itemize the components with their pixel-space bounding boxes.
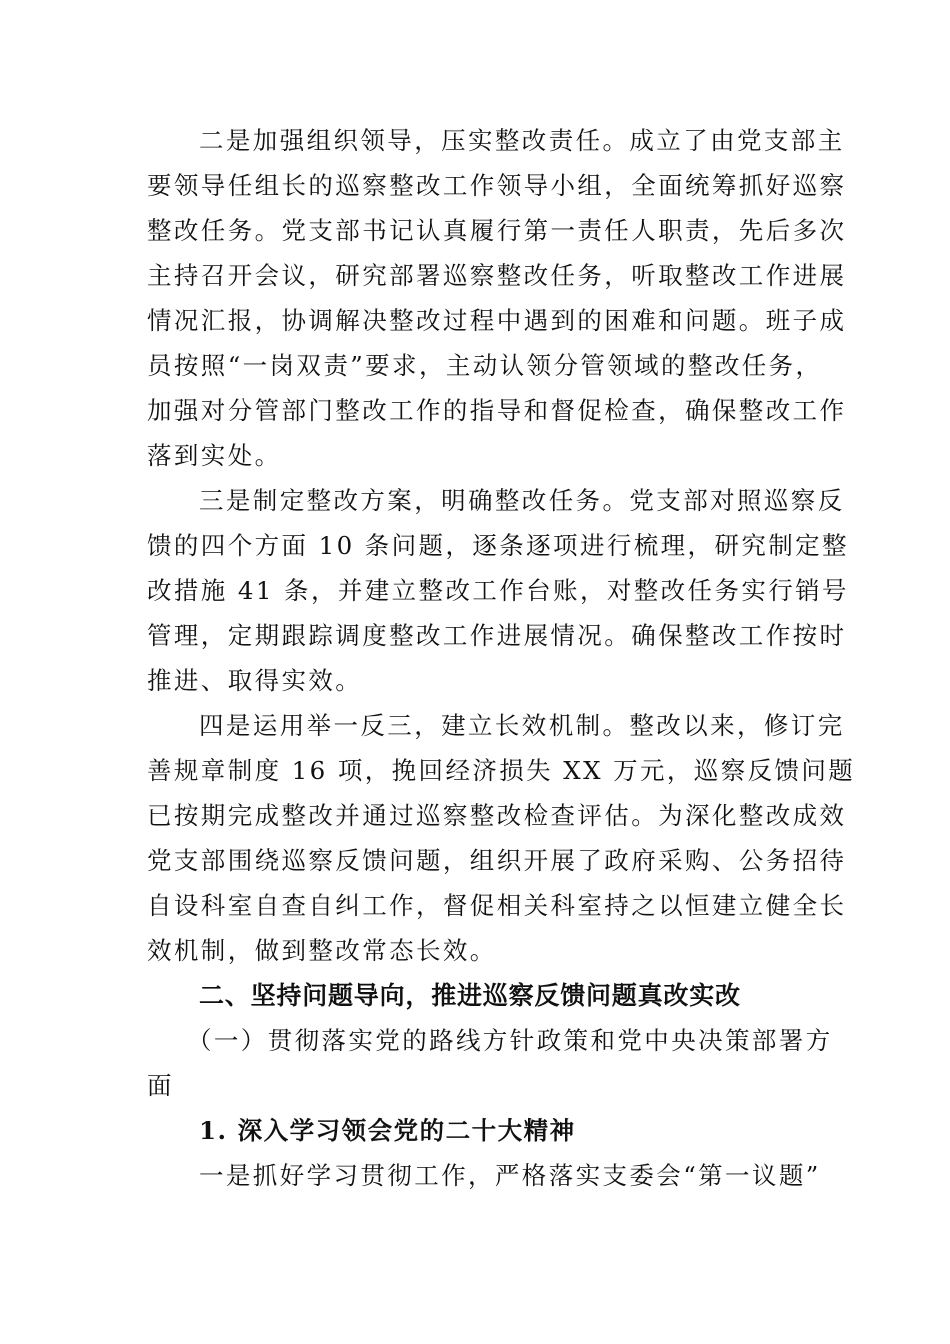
text-line: 三是制定整改方案，明确整改任务。党支部对照巡察反 (199, 486, 845, 515)
text-line: 整改任务。党支部书记认真履行第一责任人职责，先后多次 (147, 216, 847, 245)
text-line: 情况汇报，协调解决整改过程中遇到的困难和问题。班子成 (147, 306, 847, 335)
section-heading: 二、坚持问题导向，推进巡察反馈问题真改实改 (199, 981, 741, 1010)
text-line: 二是加强组织领导，压实整改责任。成立了由党支部主 (199, 126, 845, 155)
text-line: 馈的四个方面 10 条问题，逐条逐项进行梳理，研究制定整 (147, 531, 849, 560)
subsection-heading (147, 1018, 833, 1108)
text-line: 四是运用举一反三，建立长效机制。整改以来，修订完 (199, 711, 845, 740)
text-line: 善规章制度 16 项，挽回经济损失 XX 万元，巡察反馈问题 (147, 756, 856, 785)
text-line: 一是抓好学习贯彻工作，严格落实支委会“第一议题” (199, 1161, 821, 1190)
text-line: 管理，定期跟踪调度整改工作进展情况。确保整改工作按时 (147, 621, 847, 650)
text-line: 加强对分管部门整改工作的指导和督促检查，确保整改工作 (147, 396, 847, 425)
text-line: 要领导任组长的巡察整改工作领导小组，全面统筹抓好巡察 (147, 171, 847, 200)
text-line: 主持召开会议，研究部署巡察整改任务，听取整改工作进展 (147, 261, 847, 290)
text-line: 员按照“一岗双责”要求，主动认领分管领域的整改任务， (147, 351, 823, 380)
text-line: 自设科室自查自纠工作，督促相关科室持之以恒建立健全长 (147, 891, 847, 920)
document-page (147, 118, 856, 1198)
text-line: 面 (147, 1071, 174, 1100)
text-line: 落到实处。 (147, 441, 282, 470)
text-line: 推进、取得实效。 (147, 666, 363, 695)
paragraph-long-term-mechanism (147, 703, 856, 973)
text-line: 党支部围绕巡察反馈问题，组织开展了政府采购、公务招待 (147, 846, 847, 875)
paragraph-organization-leadership (147, 118, 847, 478)
text-line: 已按期完成整改并通过巡察整改检查评估。为深化整改成效 (147, 801, 847, 830)
text-line: （一）贯彻落实党的路线方针政策和党中央决策部署方 (187, 1026, 833, 1055)
paragraph-study-implementation (147, 1153, 821, 1198)
item-title: 1. 深入学习领会党的二十大精神 (199, 1116, 576, 1145)
text-line: 效机制，做到整改常态长效。 (147, 936, 497, 965)
text-line: 改措施 41 条，并建立整改工作台账，对整改任务实行销号 (147, 576, 849, 605)
paragraph-rectification-plan (147, 478, 849, 703)
